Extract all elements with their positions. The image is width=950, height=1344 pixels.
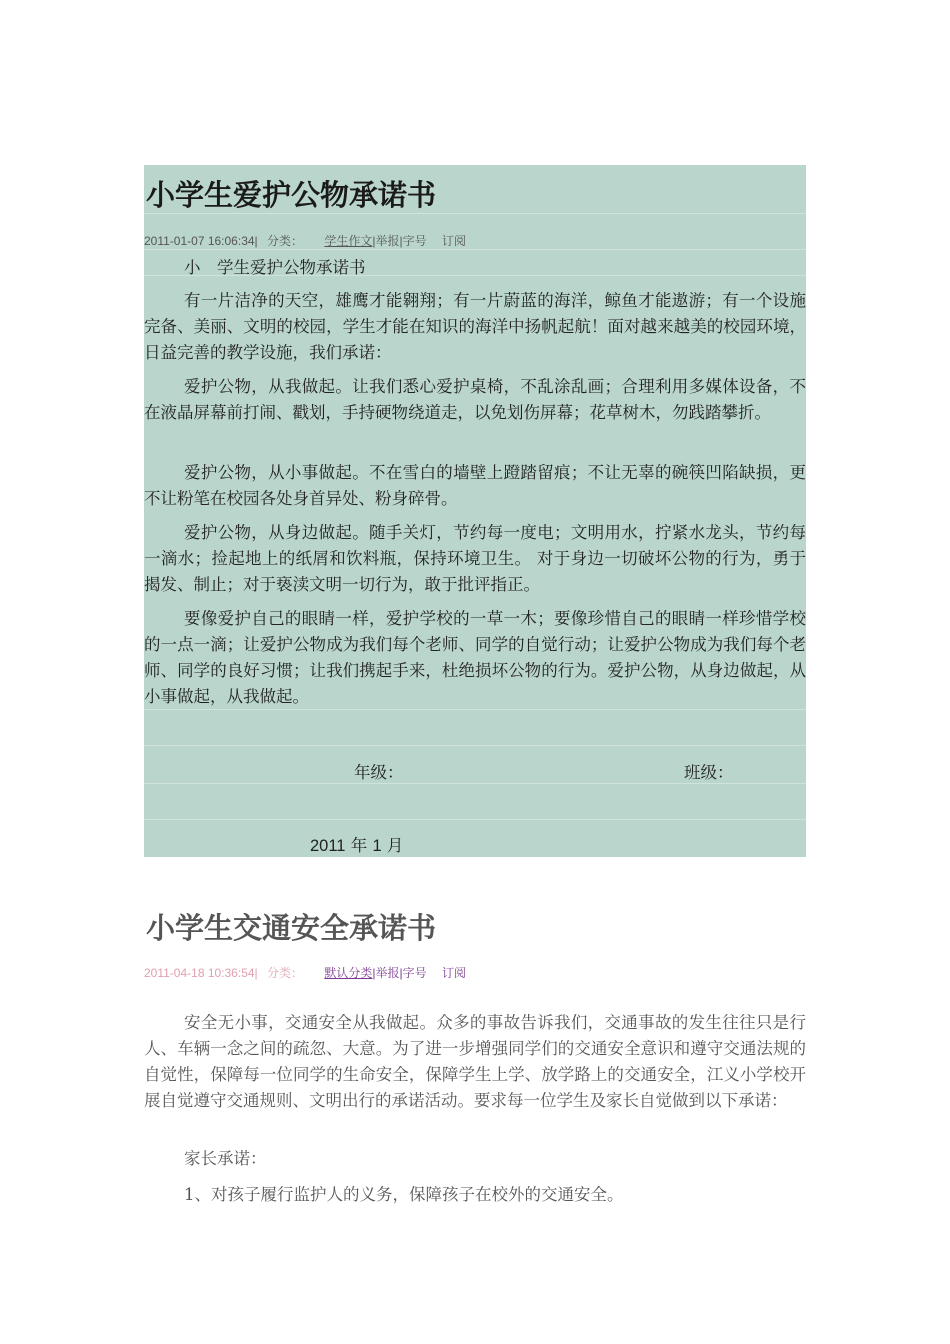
paragraph: 爱护公物，从身边做起。随手关灯，节约每一度电；文明用水，拧紧水龙头，节约每一滴水；捡起地上的纸屑和饮料瓶，保持环境卫生。 对于身边一切破坏公物的行为，勇于揭发、制止；对于亵渎文明一切行为，敢于批评指正。 <box>144 523 806 594</box>
subscribe-link[interactable]: 订阅 <box>441 234 466 248</box>
class-label: 班级： <box>684 763 734 782</box>
article-meta <box>144 232 466 249</box>
font-size-link[interactable]: 字号 <box>402 966 427 980</box>
date-month: 1 <box>372 837 382 855</box>
date-year-unit: 年 <box>350 836 368 855</box>
paragraph: 爱护公物，从我做起。让我们悉心爱护桌椅，不乱涂乱画；合理利用多媒体设备，不在液晶屏幕前打闹、戳划，手持硬物绕道走，以免划伤屏幕；花草树木，勿践踏攀折。 <box>144 377 806 422</box>
report-link[interactable]: |举报| <box>372 966 403 980</box>
article-promise-public-property <box>144 165 806 857</box>
category-link[interactable]: 学生作文 <box>324 234 373 248</box>
paragraph: 有一片洁净的天空，雄鹰才能翱翔；有一片蔚蓝的海洋，鲸鱼才能遨游；有一个设施完备、美丽、文明的校园，学生才能在知识的海洋中扬帆起航！面对越来越美的校园环境，日益完善的教学设施，我们承诺： <box>144 291 806 362</box>
article-title: 小学生爱护公物承诺书 <box>146 178 437 212</box>
report-link[interactable]: |举报| <box>372 234 403 248</box>
article-traffic-safety <box>144 900 806 1220</box>
article-title: 小学生交通安全承诺书 <box>146 911 437 945</box>
article-meta <box>144 964 466 981</box>
date-year: 2011 <box>310 837 346 855</box>
timestamp: 2011-01-07 16:06:34| <box>144 234 258 248</box>
signature-date <box>310 832 403 856</box>
category-link[interactable]: 默认分类 <box>324 966 373 980</box>
paragraph: 家长承诺： <box>184 1149 267 1168</box>
paragraph: 要像爱护自己的眼睛一样，爱护学校的一草一木；要像珍惜自己的眼睛一样珍惜学校的一点一滴；让爱护公物成为我们每个老师、同学的自觉行动；让爱护公物成为我们每个老师、同学的良好习惯；让我们携起手来，杜绝损坏公物的行为。爱护公物，从身边做起，从小事做起，从我做起。 <box>144 609 806 706</box>
category-label: 分类： <box>267 234 304 248</box>
font-size-link[interactable]: 字号 <box>402 234 427 248</box>
paragraph: 1、对孩子履行监护人的义务，保障孩子在校外的交通安全。 <box>184 1185 624 1204</box>
grade-label: 年级： <box>354 763 404 782</box>
paragraph: 安全无小事，交通安全从我做起。众多的事故告诉我们，交通事故的发生往往只是行人、车辆一念之间的疏忽、大意。为了进一步增强同学们的交通安全意识和遵守交通法规的自觉性，保障每一位同学的生命安全，保障学生上学、放学路上的交通安全，江义小学校开展自觉遵守交通规则、文明出行的承诺活动。要求每一位学生及家长自觉做到以下承诺： <box>144 1013 806 1110</box>
article-subtitle: 小 学生爱护公物承诺书 <box>184 258 366 277</box>
category-label: 分类： <box>267 966 304 980</box>
paragraph: 爱护公物，从小事做起。不在雪白的墙壁上蹬踏留痕；不让无辜的碗筷凹陷缺损，更不让粉笔在校园各处身首异处、粉身碎骨。 <box>144 463 806 508</box>
date-month-unit: 月 <box>386 836 404 855</box>
timestamp: 2011-04-18 10:36:54| <box>144 966 258 980</box>
subscribe-link[interactable]: 订阅 <box>441 966 466 980</box>
